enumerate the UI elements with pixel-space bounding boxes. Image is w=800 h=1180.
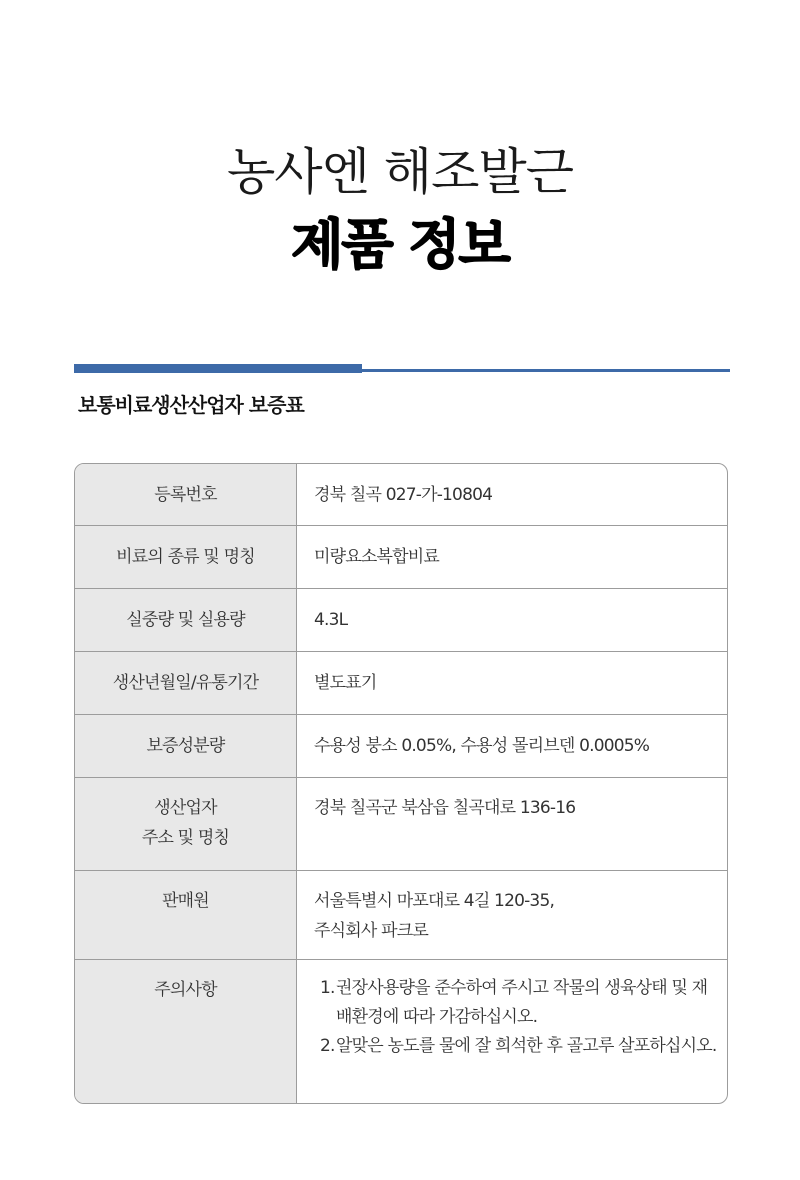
- row-value: [297, 960, 727, 1103]
- row-label: [75, 778, 297, 870]
- section-title: 보통비료생산산업자 보증표: [78, 393, 304, 417]
- table-row: [75, 651, 727, 714]
- divider-line: [362, 369, 730, 372]
- row-value: 별도표기: [314, 673, 377, 693]
- table-row: [75, 714, 727, 777]
- row-label-line: 주소 및 명칭: [141, 828, 230, 848]
- table-row: [75, 588, 727, 651]
- caution-text: 알맞은 농도를 물에 잘 희석한 후 골고루 살포하십시오.: [336, 1036, 717, 1056]
- row-label-line: 생산업자: [154, 798, 217, 818]
- row-value-line: 서울특별시 마포대로 4길 120-35,: [314, 891, 555, 911]
- row-value: [297, 871, 727, 959]
- table-row: [75, 959, 727, 1103]
- caution-text: 권장사용량을 준수하여 주시고 작물의 생육상태 및 재배환경에 따라 가감하십시오.: [336, 978, 708, 1027]
- table-row: [75, 870, 727, 959]
- caution-item: [314, 974, 727, 1032]
- row-label: 실중량 및 실용량: [75, 589, 297, 651]
- section-divider: [74, 364, 730, 373]
- table-row: [75, 464, 727, 525]
- row-label: 생산년월일/유통기간: [75, 652, 297, 714]
- row-label: 주의사항: [75, 960, 297, 1103]
- divider-accent-bar: [74, 364, 362, 373]
- row-label: 판매원: [75, 871, 297, 959]
- row-label: 등록번호: [75, 464, 297, 525]
- row-value-line: 주식회사 파크로: [314, 921, 428, 941]
- row-value: 수용성 붕소 0.05%, 수용성 몰리브덴 0.0005%: [314, 736, 650, 756]
- row-label: 보증성분량: [75, 715, 297, 777]
- caution-list: [314, 974, 727, 1061]
- caution-number: 1.: [320, 978, 335, 998]
- row-label: 비료의 종류 및 명칭: [75, 526, 297, 588]
- page-header: [0, 140, 800, 280]
- row-value: 경북 칠곡 027-가-10804: [314, 484, 493, 505]
- row-value: 미량요소복합비료: [314, 547, 439, 567]
- table-row: [75, 525, 727, 588]
- table-row: [75, 777, 727, 870]
- row-value: 4.3L: [314, 610, 348, 630]
- caution-item: [314, 1032, 727, 1061]
- caution-number: 2.: [320, 1036, 335, 1056]
- row-value: 경북 칠곡군 북삼읍 칠곡대로 136-16: [314, 798, 576, 818]
- guarantee-table: [74, 463, 728, 1104]
- product-name: 농사엔 해조발근: [227, 143, 573, 201]
- page-title: 제품 정보: [291, 213, 509, 276]
